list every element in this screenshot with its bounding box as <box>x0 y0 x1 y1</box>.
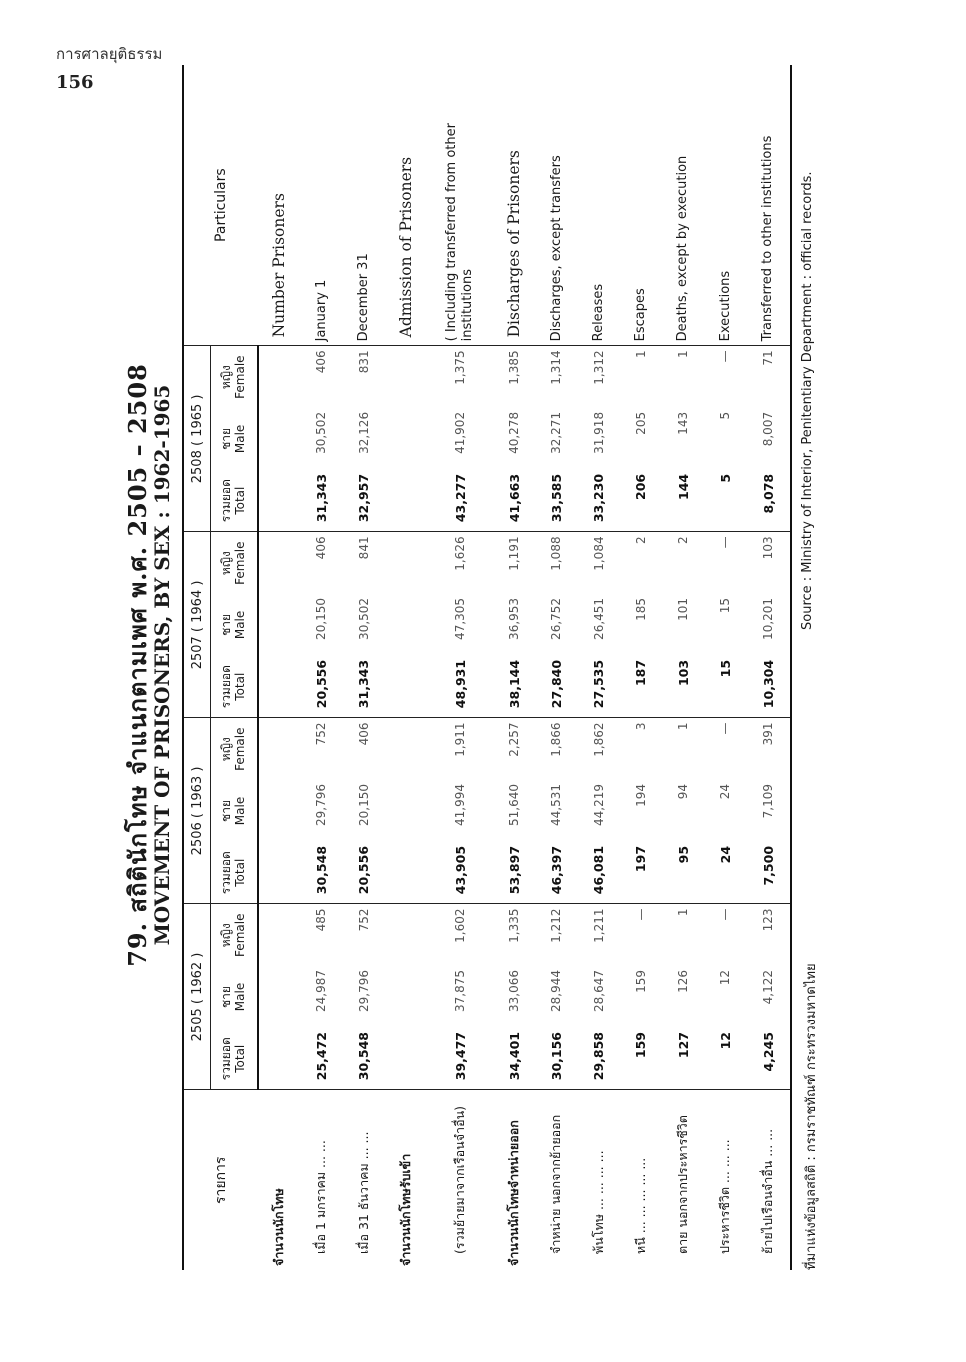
cell-male: 41,994 <box>453 783 468 826</box>
col-header-female-en: Female <box>233 913 247 957</box>
col-header-male-th: ชาย <box>219 986 234 1008</box>
cell-total: 43,905 <box>452 845 468 895</box>
cell-female: — <box>620 904 662 966</box>
col-header-total-en: Total <box>233 672 247 701</box>
row-label-english: January 1 <box>313 279 329 342</box>
year-header-1965: 2508 ( 1965 ) <box>183 346 211 532</box>
source-note-thai: ที่มาแห่งข้อมูลสถิติ : กรมราชทัณฑ์ กระทรวงมหาดไทย <box>804 963 819 1270</box>
col-header-total-en: Total <box>233 486 247 515</box>
row-label-thai: จำนวนนักโทษจำหน่ายออก <box>493 1090 535 1270</box>
cell-total <box>258 842 300 904</box>
col-header-male-th: ชาย <box>219 800 234 822</box>
cell-male: 12 <box>718 970 733 986</box>
cell-female: 406 <box>300 346 342 408</box>
row-label-thai: จำนวนนักโทษรับเข้า <box>385 1090 427 1270</box>
table-body <box>258 65 791 1270</box>
cell-female: — <box>704 904 746 966</box>
cell-male: 47,305 <box>453 597 468 640</box>
cell-male: 101 <box>676 597 691 621</box>
cell-total <box>385 656 427 718</box>
col-header-female-en: Female <box>233 355 247 399</box>
table-row <box>385 65 427 1270</box>
cell-total: 30,548 <box>313 845 329 895</box>
row-label-english: Number Prisoners <box>269 193 288 338</box>
cell-male: 36,953 <box>507 597 522 640</box>
table-row <box>535 65 577 1270</box>
col-header-total-th: รวมยอด <box>219 1037 234 1081</box>
col-header-total-th: รวมยอด <box>219 665 234 709</box>
table-title-english: MOVEMENT OF PRISONERS, BY SEX : 1962-1965 <box>150 384 174 946</box>
row-label-thai: เมื่อ 31 ธันวาคม ... ... <box>343 1090 385 1270</box>
cell-male: 51,640 <box>507 783 522 826</box>
cell-total: 32,957 <box>356 473 372 523</box>
cell-male: 126 <box>676 970 691 993</box>
row-label-thai: ย้ายไปเรือนจำอื่น ... ... <box>747 1090 791 1270</box>
cell-male: 40,278 <box>507 411 522 454</box>
cell-female <box>258 532 300 594</box>
cell-male: 30,502 <box>314 411 329 454</box>
row-label-thai: จำนวนนักโทษ <box>258 1090 300 1270</box>
cell-male: 37,875 <box>453 970 468 1012</box>
cell-total: 4,245 <box>747 1028 791 1090</box>
cell-total: 7,500 <box>747 842 791 904</box>
col-header-total-en: Total <box>233 1044 247 1073</box>
cell-male <box>258 780 300 842</box>
cell-female: 1,211 <box>578 904 620 966</box>
col-header-male-th: ชาย <box>219 613 234 636</box>
cell-female: 1 <box>662 904 704 966</box>
cell-male: 26,752 <box>549 597 564 640</box>
col-header-female <box>211 718 259 780</box>
cell-total: 12 <box>717 1032 733 1050</box>
col-header-female <box>211 904 259 966</box>
prisoner-movement-table <box>182 65 792 1270</box>
cell-female <box>258 346 300 408</box>
cell-total: 5 <box>717 473 733 483</box>
cell-female: 1 <box>662 346 704 408</box>
cell-total: 8,078 <box>747 470 791 532</box>
cell-total <box>258 656 300 718</box>
cell-total: 29,858 <box>591 1032 607 1081</box>
col-header-total <box>211 842 259 904</box>
rotated-table-page <box>110 40 890 1290</box>
cell-male: 7,109 <box>747 780 791 842</box>
cell-total <box>385 470 427 532</box>
cell-total <box>385 1028 427 1090</box>
cell-total: 206 <box>633 473 649 500</box>
cell-male: 32,271 <box>549 411 564 454</box>
cell-female: 1,084 <box>578 532 620 594</box>
cell-female: — <box>704 346 746 408</box>
table-row <box>578 65 620 1270</box>
cell-female: 1 <box>620 346 662 408</box>
cell-male <box>385 594 427 656</box>
cell-female: 1,862 <box>578 718 620 780</box>
col-header-male-en: Male <box>233 982 247 1012</box>
row-label-english: Discharges, except transfers <box>548 155 564 342</box>
cell-female: 2 <box>662 532 704 594</box>
cell-female: 1,191 <box>493 532 535 594</box>
cell-male: 205 <box>633 411 648 435</box>
row-label-thai: เมื่อ 1 มกราคม ... ... <box>300 1090 342 1270</box>
cell-total: 46,081 <box>591 845 607 895</box>
col-header-male-en: Male <box>233 424 247 454</box>
cell-male: 31,918 <box>591 411 606 454</box>
col-header-female-th: หญิง <box>219 551 234 576</box>
table-row <box>704 65 746 1270</box>
cell-male: 24,987 <box>314 970 329 1012</box>
cell-total: 159 <box>633 1032 649 1059</box>
cell-male: 94 <box>676 783 691 800</box>
row-label-thai: จำหน่าย นอกจากย้ายออก <box>535 1090 577 1270</box>
cell-male: 8,007 <box>747 408 791 470</box>
col-header-male <box>211 966 259 1028</box>
table-row <box>662 65 704 1270</box>
source-note-english: Source : Ministry of Interior, Penitentiary Department : official records. <box>800 171 815 630</box>
cell-total: 48,931 <box>452 659 468 709</box>
col-header-female-th: หญิง <box>219 737 234 762</box>
row-label-english: Executions <box>717 270 733 342</box>
cell-total: 24 <box>717 845 733 864</box>
running-header: การศาลยุติธรรม <box>56 45 163 63</box>
cell-total: 39,477 <box>452 1032 468 1081</box>
cell-female: 3 <box>620 718 662 780</box>
cell-male: 4,122 <box>747 966 791 1028</box>
col-header-female <box>211 346 259 408</box>
cell-total: 33,585 <box>548 473 564 523</box>
cell-total: 34,401 <box>506 1032 522 1081</box>
cell-total: 30,548 <box>356 1032 372 1081</box>
cell-total: 127 <box>675 1032 691 1059</box>
cell-female: 1,626 <box>427 532 493 594</box>
cell-total: 95 <box>675 845 691 864</box>
cell-female: 1 <box>662 718 704 780</box>
cell-male: 33,066 <box>507 970 522 1012</box>
cell-male: 194 <box>633 783 648 807</box>
col-header-male-en: Male <box>233 796 247 826</box>
cell-female: 841 <box>343 532 385 594</box>
english-label-header: Particulars <box>183 65 258 346</box>
cell-female: 1,335 <box>493 904 535 966</box>
cell-female <box>258 904 300 966</box>
row-label-english: Admission of Prisoners <box>396 156 415 338</box>
cell-female: 1,314 <box>535 346 577 408</box>
cell-male: 44,531 <box>549 783 564 826</box>
page-number: 156 <box>56 72 94 93</box>
cell-male: 32,126 <box>356 411 371 454</box>
cell-total <box>258 1028 300 1090</box>
row-label-thai: ประหารชีวิต ... ... ... <box>704 1090 746 1270</box>
cell-total: 27,535 <box>591 659 607 709</box>
cell-female: 1,911 <box>427 718 493 780</box>
table-title-thai: 79. สถิตินักโทษ จำแนกตามเพศ พ.ศ. 2505 – 2508 <box>123 363 152 967</box>
cell-male: 20,150 <box>314 597 329 640</box>
table-row <box>747 65 791 1270</box>
cell-female <box>385 346 427 408</box>
cell-total: 187 <box>633 659 649 687</box>
cell-female: 831 <box>343 346 385 408</box>
cell-female: 391 <box>747 718 791 780</box>
cell-male: 143 <box>676 411 691 435</box>
row-label-english: December 31 <box>355 253 371 342</box>
cell-female: — <box>704 718 746 780</box>
cell-male: 29,796 <box>314 783 329 826</box>
col-header-female-th: หญิง <box>219 923 234 948</box>
row-label-english: Discharges of Prisoners <box>504 150 523 338</box>
cell-female: 1,212 <box>535 904 577 966</box>
col-header-female-en: Female <box>233 727 247 771</box>
cell-male: 20,150 <box>356 783 371 826</box>
row-label-thai: ตาย นอกจากประหารชีวิต <box>662 1090 704 1270</box>
cell-female: 103 <box>747 532 791 594</box>
cell-total: 53,897 <box>506 845 522 895</box>
table-row <box>427 65 493 1270</box>
cell-total: 38,144 <box>506 659 522 709</box>
cell-female: 406 <box>343 718 385 780</box>
table-row <box>493 65 535 1270</box>
cell-male: 28,647 <box>591 970 606 1012</box>
cell-male: 24 <box>718 783 733 800</box>
cell-total <box>385 842 427 904</box>
cell-male: 41,902 <box>453 411 468 454</box>
cell-female: 2,257 <box>493 718 535 780</box>
col-header-total-th: รวมยอด <box>219 851 234 895</box>
cell-female: 71 <box>747 346 791 408</box>
row-label-english: Releases <box>590 283 606 342</box>
cell-female: 406 <box>300 532 342 594</box>
cell-female: 485 <box>300 904 342 966</box>
cell-male <box>385 408 427 470</box>
col-header-total-th: รวมยอด <box>219 479 234 523</box>
cell-female <box>258 718 300 780</box>
cell-male: 15 <box>718 597 733 614</box>
table-row <box>258 65 300 1270</box>
cell-total: 30,156 <box>548 1032 564 1081</box>
thai-label-header: รายการ <box>183 1090 258 1270</box>
cell-female: 2 <box>620 532 662 594</box>
cell-total: 144 <box>675 473 691 500</box>
row-label-thai: (รวมย้ายมาจากเรือนจำอื่น) <box>427 1090 493 1270</box>
row-label-english: Transferred to other institutions <box>747 65 791 346</box>
cell-total: 25,472 <box>313 1032 329 1081</box>
cell-total: 27,840 <box>548 659 564 709</box>
table-row <box>300 65 342 1270</box>
cell-male <box>258 966 300 1028</box>
row-label-english: ( Including transferred from other institutions <box>444 123 476 342</box>
cell-female: 752 <box>300 718 342 780</box>
col-header-female <box>211 532 259 594</box>
row-label-english: Deaths, except by execution <box>675 155 691 342</box>
row-label-thai: หนี ... ... ... ... ... <box>620 1090 662 1270</box>
cell-female: 123 <box>747 904 791 966</box>
cell-total: 103 <box>675 659 691 687</box>
table-row <box>343 65 385 1270</box>
cell-female: 1,375 <box>427 346 493 408</box>
cell-male: 26,451 <box>591 597 606 640</box>
cell-male <box>385 966 427 1028</box>
cell-female <box>385 532 427 594</box>
col-header-total <box>211 656 259 718</box>
cell-female: 1,602 <box>427 904 493 966</box>
cell-male: 10,201 <box>747 594 791 656</box>
cell-total: 31,343 <box>313 473 329 523</box>
cell-female: — <box>704 532 746 594</box>
cell-male <box>258 408 300 470</box>
cell-total: 43,277 <box>452 473 468 523</box>
row-label-thai: พ้นโทษ ... ... ... ... <box>578 1090 620 1270</box>
cell-male: 5 <box>718 411 733 420</box>
year-header-1963: 2506 ( 1963 ) <box>183 718 211 904</box>
col-header-male-th: ชาย <box>219 427 234 450</box>
cell-total <box>258 470 300 532</box>
cell-female: 1,088 <box>535 532 577 594</box>
cell-total: 33,230 <box>591 473 607 523</box>
col-header-total <box>211 1028 259 1090</box>
year-header-row <box>183 65 211 1270</box>
cell-male: 30,502 <box>356 597 371 640</box>
cell-male: 28,944 <box>549 970 564 1012</box>
cell-female <box>385 904 427 966</box>
cell-total: 31,343 <box>356 659 372 709</box>
col-header-male <box>211 408 259 470</box>
cell-total: 15 <box>717 659 733 678</box>
year-header-1964: 2507 ( 1964 ) <box>183 532 211 718</box>
col-header-total-en: Total <box>233 858 247 887</box>
table-row <box>620 65 662 1270</box>
cell-total: 10,304 <box>747 656 791 718</box>
col-header-female-th: หญิง <box>219 365 234 390</box>
cell-female: 1,385 <box>493 346 535 408</box>
year-header-1962: 2505 ( 1962 ) <box>183 904 211 1090</box>
cell-male <box>258 594 300 656</box>
cell-total: 197 <box>633 845 649 873</box>
cell-total: 41,663 <box>506 473 522 523</box>
cell-male <box>385 780 427 842</box>
col-header-total <box>211 470 259 532</box>
col-header-male <box>211 594 259 656</box>
col-header-male <box>211 780 259 842</box>
cell-male: 44,219 <box>591 783 606 826</box>
cell-male: 185 <box>633 597 648 621</box>
cell-total: 20,556 <box>356 845 372 895</box>
cell-total: 46,397 <box>548 845 564 895</box>
col-header-female-en: Female <box>233 541 247 585</box>
row-label-english: Escapes <box>633 288 649 342</box>
col-header-male-en: Male <box>233 610 247 640</box>
cell-female: 1,312 <box>578 346 620 408</box>
cell-female <box>385 718 427 780</box>
cell-male: 29,796 <box>356 970 371 1012</box>
cell-female: 1,866 <box>535 718 577 780</box>
cell-female: 752 <box>343 904 385 966</box>
cell-male: 159 <box>633 970 648 993</box>
cell-total: 20,556 <box>313 659 329 709</box>
